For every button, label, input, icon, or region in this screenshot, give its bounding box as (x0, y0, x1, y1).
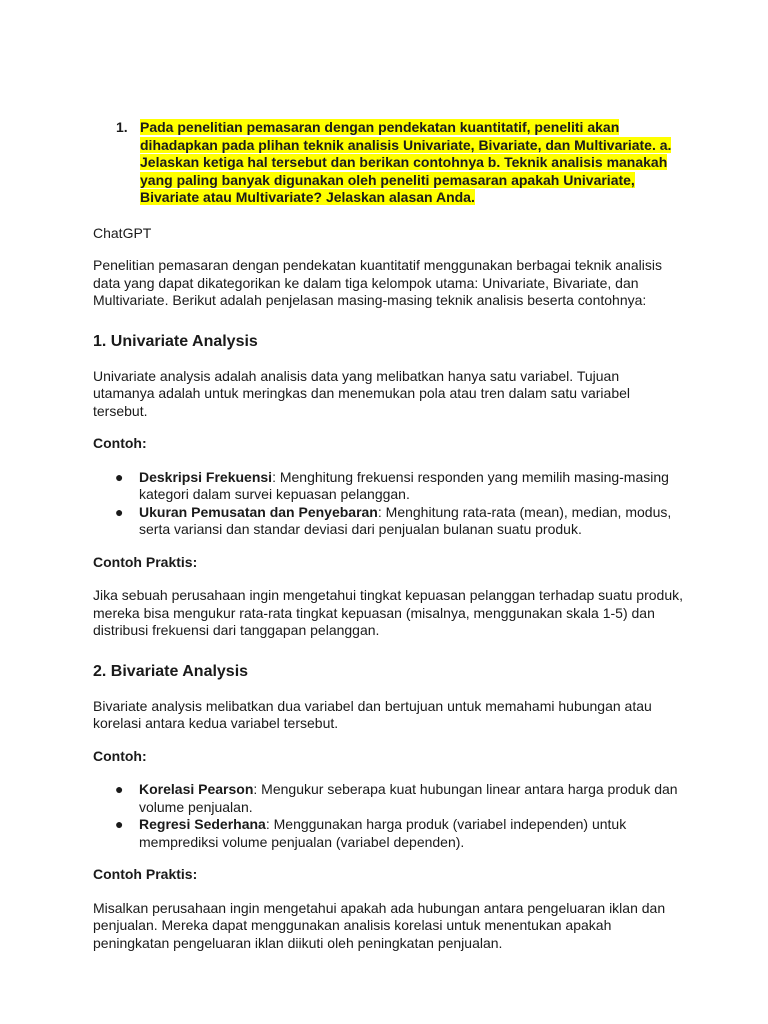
example-text: : Menghitung frekuensi responden yang memilih masing-masing kategori dalam survei kepuasan pelanggan. (139, 468, 669, 502)
example-term: Deskripsi Frekuensi (139, 468, 273, 485)
question-item (116, 119, 683, 207)
section-description: Univariate analysis adalah analisis data yang melibatkan hanya satu variabel. Tujuan utamanya adalah untuk meringkas dan menemukan pola atau tren dalam satu variabel tersebut. (93, 367, 630, 419)
practical-paragraph: Misalkan perusahaan ingin mengetahui apakah ada hubungan antara pengeluaran iklan dan penjualan. Mereka dapat menggunakan analisis korelasi untuk menentukan apakah peningkatan pengeluaran iklan diikuti oleh peningkatan penjualan. (93, 899, 666, 951)
section-description: Bivariate analysis melibatkan dua variabel dan bertujuan untuk memahami hubungan atau korelasi antara kedua variabel tersebut. (93, 697, 652, 731)
examples-list (93, 781, 683, 851)
example-term: Ukuran Pemusatan dan Penyebaran (139, 503, 378, 520)
example-text: : Menggunakan harga produk (variabel independen) untuk memprediksi volume penjualan (variabel dependen). (139, 816, 627, 850)
example-text: : Mengukur seberapa kuat hubungan linear antara harga produk dan volume penjualan. (139, 781, 678, 815)
list-item (93, 816, 683, 851)
practical-label: Contoh Praktis: (93, 553, 198, 570)
example-text: : Menghitung rata-rata (mean), median, modus, serta variansi dan standar deviasi dari penjualan bulanan suatu produk. (139, 503, 672, 537)
example-term: Korelasi Pearson (139, 781, 254, 797)
example-term: Regresi Sederhana (139, 816, 266, 832)
question-number: 1. (116, 119, 128, 135)
bullet-icon: ● (115, 468, 124, 485)
list-item (93, 781, 683, 816)
examples-label: Contoh: (93, 747, 147, 764)
bullet-icon: ● (115, 781, 124, 797)
bullet-icon: ● (115, 503, 124, 520)
list-item-content (139, 816, 683, 851)
section-heading: 1. Univariate Analysis (93, 332, 258, 350)
intro-paragraph: Penelitian pemasaran dengan pendekatan kuantitatif menggunakan berbagai teknik analisis data yang dapat dikategorikan ke dalam tiga kelompok utama: Univariate, Bivariate, dan Multivariate. Berikut adalah penjelasan masing-masing teknik analisis beserta contohnya: (93, 257, 662, 308)
examples-list (93, 469, 683, 539)
practical-paragraph: Jika sebuah perusahaan ingin mengetahui tingkat kepuasan pelanggan terhadap suatu produk, mereka bisa mengukur rata-rata tingkat kepuasan (misalnya, menggunakan skala 1-5) dan distribusi frekuensi dari tanggapan pelanggan. (93, 587, 683, 638)
list-item-content (139, 469, 683, 504)
list-item-content (139, 504, 683, 539)
list-item (93, 469, 683, 504)
list-item (93, 504, 683, 539)
question-text-block (140, 119, 683, 207)
examples-label: Contoh: (93, 435, 147, 451)
list-item-content (139, 781, 683, 816)
section-heading: 2. Bivariate Analysis (93, 662, 249, 680)
document-page (93, 119, 683, 967)
practical-label: Contoh Praktis: (93, 866, 198, 882)
source-label: ChatGPT (93, 224, 152, 241)
question-text: Pada penelitian pemasaran dengan pendekatan kuantitatif, peneliti akan dihadapkan pada plihan teknik analisis Univariate, Bivariate, dan Multivariate. a. Jelaskan ketiga hal tersebut dan berikan contohnya b. Teknik analisis manakah yang paling banyak digunakan oleh peneliti pemasaran apakah Univariate, Bivariate atau Multivariate? Jelaskan alasan Anda. (140, 119, 672, 205)
bullet-icon: ● (115, 816, 124, 832)
